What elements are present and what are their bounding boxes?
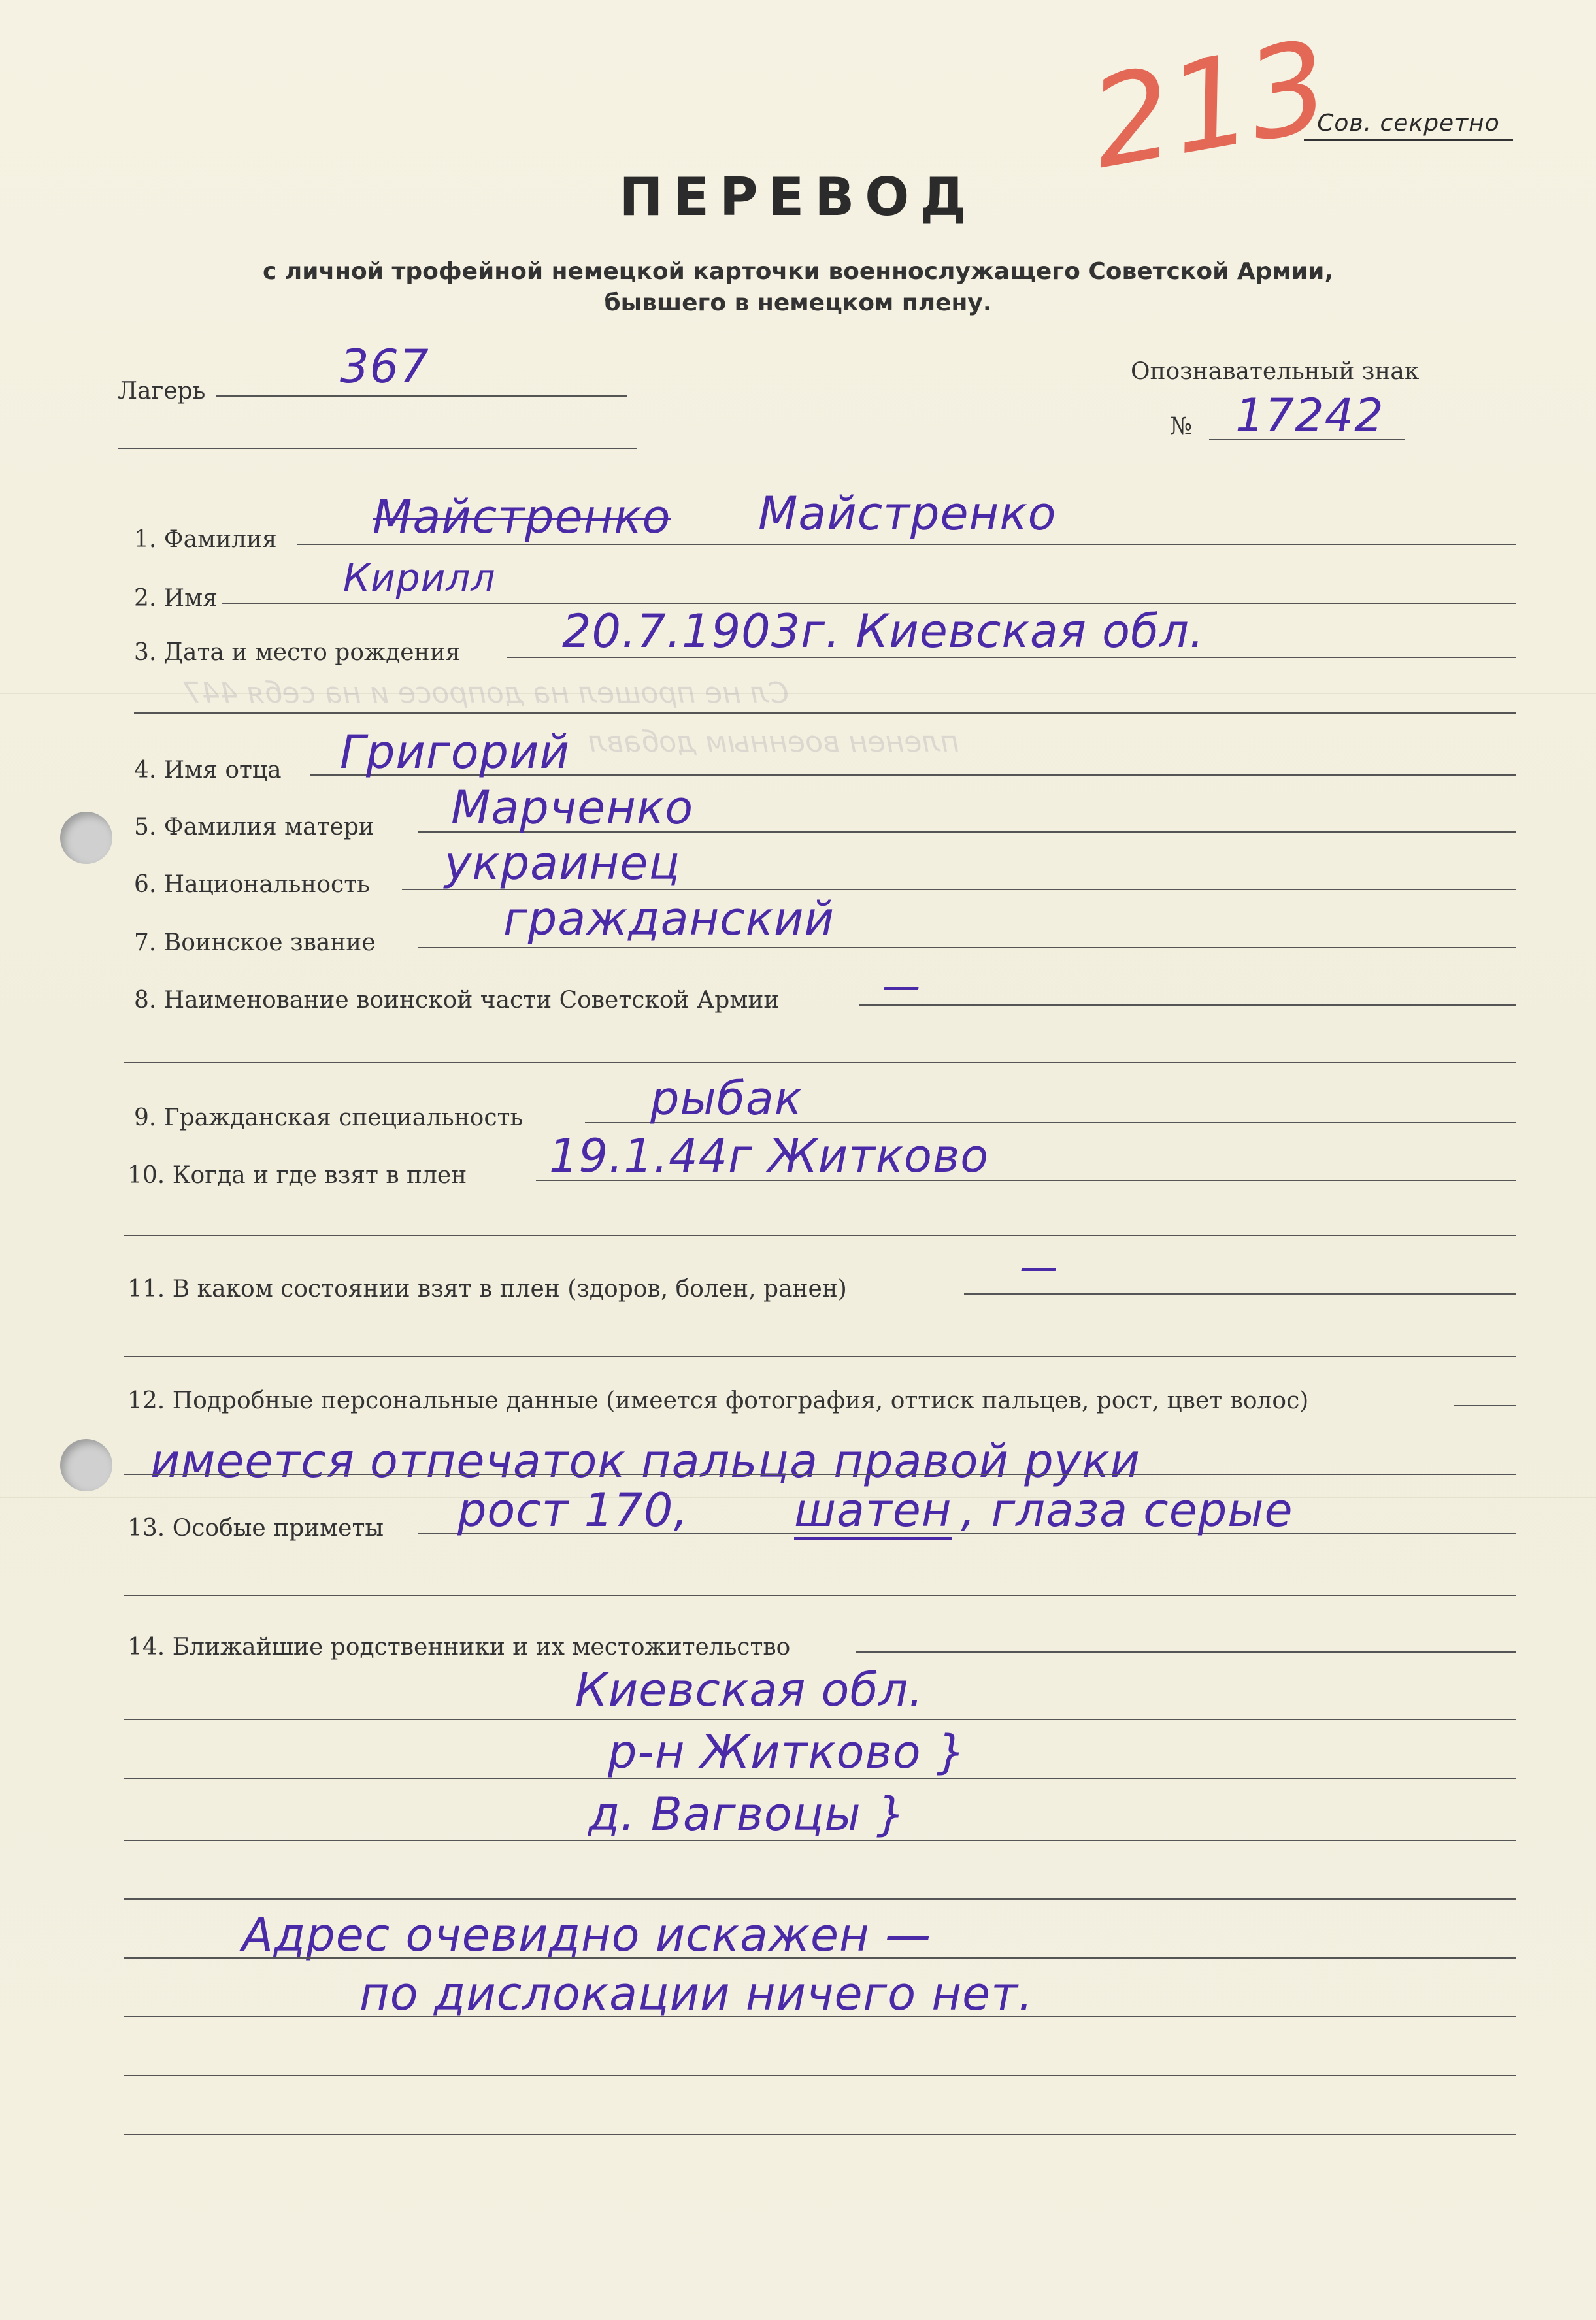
blank-line bbox=[134, 712, 1516, 714]
blank-line bbox=[124, 2075, 1516, 2076]
field-name-label: 2. Имя bbox=[134, 585, 218, 612]
field-birth-label: 3. Дата и место рождения bbox=[134, 639, 461, 666]
field-rank-label: 7. Воинское звание bbox=[134, 929, 376, 956]
field-personal-data-value: имеется отпечаток пальца правой руки bbox=[150, 1434, 1140, 1488]
field-rank-value: гражданский bbox=[503, 892, 835, 946]
field-captured-label: 10. Когда и где взят в плен bbox=[127, 1162, 467, 1189]
field-name-line bbox=[222, 603, 1516, 604]
field-surname-value: Майстренко bbox=[758, 487, 1057, 540]
field-unit-line bbox=[859, 1004, 1516, 1006]
field-features-hair: шатен bbox=[794, 1483, 952, 1540]
field-features-label: 13. Особые приметы bbox=[127, 1515, 384, 1542]
field-surname-label: 1. Фамилия bbox=[134, 526, 277, 553]
punch-hole bbox=[60, 1439, 112, 1491]
punch-hole bbox=[60, 812, 112, 864]
bleed-through-text: Сл не прошел на допросе и на себя 447 bbox=[183, 676, 789, 710]
blank-line bbox=[124, 1474, 1516, 1475]
blank-line bbox=[124, 1719, 1516, 1720]
field-condition-label: 11. В каком состоянии взят в плен (здоров, болен, ранен) bbox=[127, 1276, 847, 1302]
field-mother-value: Марченко bbox=[451, 781, 694, 835]
note-line2: по дислокации ничего нет. bbox=[359, 1967, 1034, 2021]
field-relatives-value-line1: Киевская обл. bbox=[575, 1663, 924, 1717]
field-relatives-value-line2: р-н Житково } bbox=[608, 1725, 967, 1779]
blank-line bbox=[124, 1957, 1516, 1959]
blank-line bbox=[124, 2016, 1516, 2017]
field-personal-data-line bbox=[1454, 1405, 1516, 1406]
field-rank-line bbox=[418, 947, 1516, 948]
field-relatives-label: 14. Ближайшие родственники и их местожительство bbox=[127, 1634, 791, 1661]
field-nationality-value: украинец bbox=[444, 837, 681, 890]
blank-line bbox=[124, 1595, 1516, 1596]
id-tag-value: 17242 bbox=[1235, 389, 1384, 442]
document-subtitle-line2: бывшего в немецком плену. bbox=[604, 290, 992, 316]
field-nationality-label: 6. Национальность bbox=[134, 871, 370, 898]
field-captured-value: 19.1.44г Житково bbox=[549, 1129, 989, 1183]
blank-line bbox=[124, 2134, 1516, 2135]
blank-line bbox=[124, 1840, 1516, 1841]
document-subtitle: с личной трофейной немецкой карточки военнослужащего Советской Армии, bbox=[262, 258, 1334, 285]
field-mother-label: 5. Фамилия матери bbox=[134, 814, 374, 840]
field-condition-value: — bbox=[1020, 1245, 1058, 1289]
field-surname-line bbox=[297, 544, 1516, 545]
bleed-through-text: пленен военным добавл bbox=[588, 725, 959, 759]
field-father-label: 4. Имя отца bbox=[134, 757, 282, 784]
camp-value: 367 bbox=[340, 340, 429, 393]
id-tag-number-sign: № bbox=[1170, 413, 1193, 440]
field-surname-struck: Майстренко bbox=[373, 490, 671, 544]
field-father-value: Григорий bbox=[340, 725, 570, 779]
note-line1: Адрес очевидно искажен — bbox=[242, 1908, 932, 1962]
field-personal-data-label: 12. Подробные персональные данные (имеется фотография, оттиск пальцев, рост, цвет волос) bbox=[127, 1387, 1309, 1414]
blank-line bbox=[124, 1062, 1516, 1063]
field-features-eyes: , глаза серые bbox=[961, 1483, 1293, 1537]
field-relatives-line bbox=[856, 1651, 1516, 1653]
blank-line bbox=[124, 1778, 1516, 1779]
id-tag-label: Опознавательный знак bbox=[1131, 358, 1420, 385]
blank-line bbox=[124, 1235, 1516, 1236]
handwritten-number: 213 bbox=[1080, 13, 1340, 197]
field-relatives-value-line3: д. Вагвоцы } bbox=[588, 1787, 906, 1841]
field-birth-value: 20.7.1903г. Киевская обл. bbox=[562, 605, 1205, 658]
document-title: ПЕРЕВОД bbox=[619, 167, 977, 227]
blank-line bbox=[124, 1356, 1516, 1357]
field-unit-value: — bbox=[882, 964, 921, 1008]
blank-line bbox=[118, 448, 637, 449]
camp-label: Лагерь bbox=[118, 378, 206, 405]
camp-line bbox=[216, 395, 627, 397]
blank-line bbox=[124, 1898, 1516, 1900]
classification-mark: Сов. секретно bbox=[1304, 110, 1513, 141]
field-profession-value: рыбак bbox=[650, 1072, 803, 1125]
field-condition-line bbox=[964, 1293, 1516, 1295]
field-name-value: Кирилл bbox=[343, 555, 496, 600]
field-features-height: рост 170, bbox=[457, 1483, 689, 1537]
field-unit-label: 8. Наименование воинской части Советской Армии bbox=[134, 987, 780, 1014]
field-profession-label: 9. Гражданская специальность bbox=[134, 1104, 524, 1131]
